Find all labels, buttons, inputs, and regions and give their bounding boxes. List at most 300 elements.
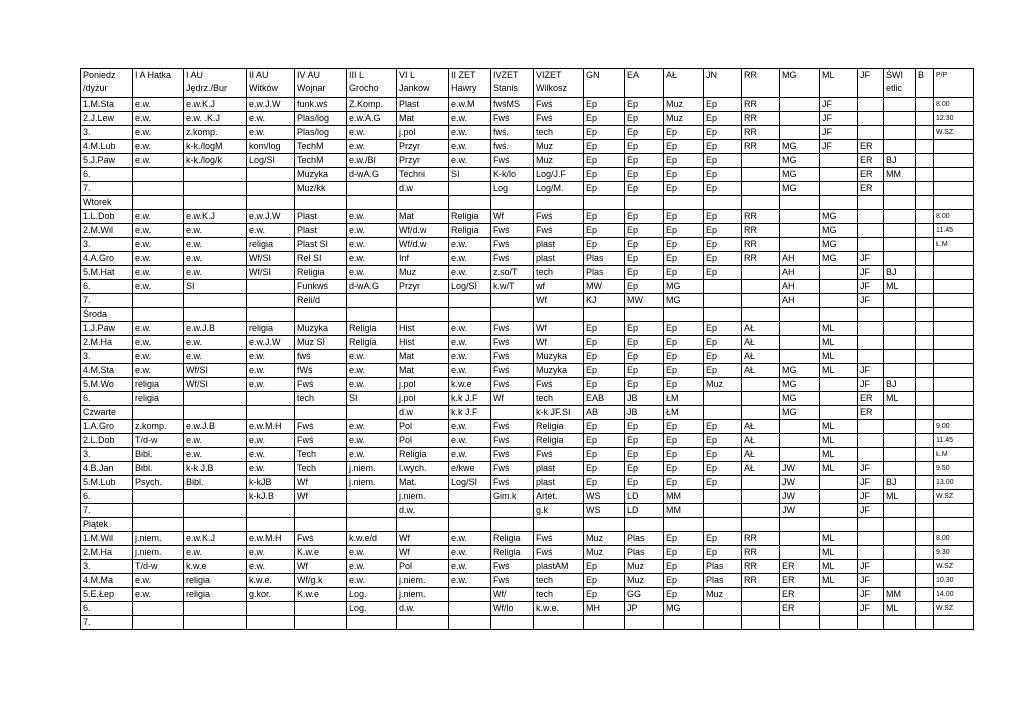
table-cell (916, 560, 934, 574)
table-cell: JF (858, 602, 884, 616)
table-cell: AŁ (742, 462, 780, 476)
table-cell: Plas (584, 266, 625, 280)
table-cell (780, 434, 820, 448)
table-cell: MG (780, 406, 820, 420)
table-cell: ŁM (664, 406, 704, 420)
table-cell: Religia (295, 266, 347, 280)
table-cell (184, 616, 247, 630)
table-cell: j.niem. (397, 588, 449, 602)
table-cell (584, 616, 625, 630)
table-cell: 14.00 (934, 588, 974, 602)
table-cell (704, 518, 742, 532)
table-cell: Ep (584, 224, 625, 238)
table-cell: Fwś (491, 462, 534, 476)
table-cell: Fwś (295, 420, 347, 434)
table-cell: MG (820, 238, 858, 252)
table-cell (916, 322, 934, 336)
table-cell: k.w.e/d (347, 532, 397, 546)
table-cell (820, 294, 858, 308)
table-row (81, 196, 974, 210)
table-cell: e.w. (133, 252, 184, 266)
table-cell: Ep (625, 252, 664, 266)
table-cell: e.w. (247, 350, 295, 364)
table-cell (347, 294, 397, 308)
table-cell: AH (780, 252, 820, 266)
table-cell (449, 602, 491, 616)
table-cell (916, 280, 934, 294)
table-cell: Ep (704, 350, 742, 364)
table-cell: d.w (397, 406, 449, 420)
table-cell (247, 294, 295, 308)
table-cell: Fwś (295, 378, 347, 392)
table-cell: Ep (625, 448, 664, 462)
table-cell: Fwś (534, 378, 584, 392)
table-cell: Ep (584, 112, 625, 126)
table-cell: Fwś (491, 322, 534, 336)
table-cell: Ep (664, 448, 704, 462)
table-cell: ML (884, 602, 916, 616)
table-cell: Wf/d.w (397, 238, 449, 252)
table-cell (916, 434, 934, 448)
header-cell: P/P (934, 69, 974, 98)
table-row (81, 560, 974, 574)
table-cell: plast (534, 252, 584, 266)
table-cell: ER (858, 168, 884, 182)
table-cell (347, 406, 397, 420)
table-cell: Religia (347, 336, 397, 350)
table-row (81, 322, 974, 336)
table-cell: Fwś (491, 364, 534, 378)
table-cell: Ep (664, 336, 704, 350)
table-cell (884, 616, 916, 630)
table-cell (916, 210, 934, 224)
header-cell: ML (820, 69, 858, 98)
table-cell (934, 378, 974, 392)
table-cell: e.w. (133, 588, 184, 602)
table-cell: KJ (584, 294, 625, 308)
table-cell: Ep (664, 546, 704, 560)
table-cell (449, 294, 491, 308)
table-cell: Fwś (534, 112, 584, 126)
table-cell: JF (858, 574, 884, 588)
table-cell (664, 308, 704, 322)
table-row (81, 616, 974, 630)
table-cell: Ep (625, 364, 664, 378)
table-cell: Fwś (491, 238, 534, 252)
header-cell: B (916, 69, 934, 98)
table-cell: Wf/SI (184, 378, 247, 392)
table-cell: MM (664, 490, 704, 504)
table-cell: ML (820, 322, 858, 336)
table-cell (916, 518, 934, 532)
table-cell: 11.45 (934, 434, 974, 448)
table-cell: Muzyka (534, 350, 584, 364)
table-cell (884, 112, 916, 126)
table-cell: K-k/lo (491, 168, 534, 182)
table-cell: 3. (81, 350, 133, 364)
table-cell (780, 308, 820, 322)
table-cell: MG (780, 364, 820, 378)
table-cell (858, 546, 884, 560)
table-cell: Ep (584, 476, 625, 490)
table-cell: ML (884, 392, 916, 406)
table-cell: e.w. (184, 434, 247, 448)
table-cell: Ep (704, 434, 742, 448)
table-cell (491, 308, 534, 322)
table-cell: Fwś (491, 420, 534, 434)
table-cell: Ep (664, 252, 704, 266)
table-cell: e.w. (133, 154, 184, 168)
table-cell: MG (664, 602, 704, 616)
table-row (81, 294, 974, 308)
table-cell (916, 378, 934, 392)
table-cell: 8.00 (934, 98, 974, 112)
table-cell (742, 182, 780, 196)
table-cell: JW (780, 462, 820, 476)
table-cell (884, 224, 916, 238)
table-cell: Przyr (397, 280, 449, 294)
table-cell: e.w.J.W (247, 336, 295, 350)
table-cell (934, 266, 974, 280)
table-cell: k-kJB (247, 476, 295, 490)
table-cell: Plas (704, 560, 742, 574)
table-cell (742, 196, 780, 210)
table-cell (934, 154, 974, 168)
table-cell (704, 392, 742, 406)
table-cell: 7. (81, 616, 133, 630)
table-cell: Ep (625, 322, 664, 336)
table-cell: K.w.e (295, 588, 347, 602)
table-cell: e.w. (347, 266, 397, 280)
table-cell: e.w. (133, 350, 184, 364)
table-cell: fwś. (491, 140, 534, 154)
table-cell (934, 364, 974, 378)
table-cell: Wf (534, 336, 584, 350)
table-cell: Ep (704, 322, 742, 336)
table-cell: Psych. (133, 476, 184, 490)
table-cell: Muz (664, 112, 704, 126)
table-cell (347, 616, 397, 630)
table-cell (704, 602, 742, 616)
table-cell: AŁ (742, 434, 780, 448)
table-cell: Muzyka (534, 364, 584, 378)
table-cell: e.w. (133, 98, 184, 112)
table-cell: Fwś (491, 434, 534, 448)
table-cell (133, 182, 184, 196)
table-cell (184, 168, 247, 182)
table-cell (247, 168, 295, 182)
table-cell (742, 266, 780, 280)
table-cell (347, 504, 397, 518)
table-cell (916, 392, 934, 406)
table-cell: ML (820, 560, 858, 574)
table-cell: j.niem. (347, 462, 397, 476)
table-cell (347, 518, 397, 532)
table-cell (916, 588, 934, 602)
table-cell: Ep (584, 574, 625, 588)
table-cell: ER (858, 406, 884, 420)
table-cell: Ep (625, 266, 664, 280)
table-cell: e.w. (184, 224, 247, 238)
table-cell: e.w. (449, 238, 491, 252)
table-cell (491, 616, 534, 630)
table-cell: Pol (397, 560, 449, 574)
table-cell: Wf (295, 490, 347, 504)
table-cell (858, 112, 884, 126)
table-cell: e.w. (184, 336, 247, 350)
table-cell (884, 364, 916, 378)
table-cell: JF (858, 588, 884, 602)
table-cell (347, 196, 397, 210)
table-cell: 4.A.Gro (81, 252, 133, 266)
table-cell: Wf/ (491, 588, 534, 602)
table-cell (780, 420, 820, 434)
table-cell: Ep (584, 588, 625, 602)
table-cell: ML (820, 546, 858, 560)
table-cell: Wf (397, 546, 449, 560)
table-cell: Ep (704, 252, 742, 266)
table-cell: Wf/SI (184, 364, 247, 378)
table-cell (625, 196, 664, 210)
table-cell (916, 406, 934, 420)
table-cell: Fwś (491, 252, 534, 266)
table-cell (742, 504, 780, 518)
table-cell: Log. (347, 588, 397, 602)
table-cell (184, 504, 247, 518)
table-cell: e.w. (184, 350, 247, 364)
table-cell (934, 140, 974, 154)
table-row (81, 224, 974, 238)
table-cell (397, 196, 449, 210)
table-cell (397, 616, 449, 630)
table-cell: Ep (584, 126, 625, 140)
table-cell: MG (820, 252, 858, 266)
table-cell (884, 448, 916, 462)
table-cell: Ep (625, 350, 664, 364)
table-cell: e.w. (133, 280, 184, 294)
table-cell (491, 406, 534, 420)
table-cell: Plas (584, 252, 625, 266)
table-cell (742, 518, 780, 532)
table-cell: 5.M.Hat (81, 266, 133, 280)
table-cell (295, 602, 347, 616)
table-cell (858, 238, 884, 252)
table-cell (916, 308, 934, 322)
table-cell: ER (858, 154, 884, 168)
table-cell: e.w. (449, 364, 491, 378)
table-cell: Ep (664, 462, 704, 476)
table-row (81, 280, 974, 294)
table-cell: 4.M.Sta (81, 364, 133, 378)
table-cell: ER (780, 602, 820, 616)
table-cell: Ep (584, 210, 625, 224)
table-cell: Ep (664, 266, 704, 280)
table-cell: JF (858, 252, 884, 266)
table-cell: Fwś (534, 448, 584, 462)
table-cell: ER (858, 182, 884, 196)
table-cell: e.w. (347, 210, 397, 224)
table-cell (934, 350, 974, 364)
table-cell: JF (858, 364, 884, 378)
table-cell (534, 518, 584, 532)
table-cell (858, 434, 884, 448)
table-cell: Fwś (534, 210, 584, 224)
table-cell: 1.J.Paw (81, 322, 133, 336)
table-cell: Religia (491, 532, 534, 546)
table-cell (884, 126, 916, 140)
table-cell: Fwś (491, 378, 534, 392)
table-cell: ML (820, 462, 858, 476)
table-cell: Ep (664, 532, 704, 546)
table-cell (295, 308, 347, 322)
table-cell: EAB (584, 392, 625, 406)
table-cell: e.w. (449, 546, 491, 560)
table-cell: religia (133, 392, 184, 406)
table-cell: RR (742, 252, 780, 266)
table-cell: Ep (664, 476, 704, 490)
table-cell: MG (780, 392, 820, 406)
table-cell: d.w. (397, 504, 449, 518)
table-cell: Bibl. (184, 476, 247, 490)
table-cell: e.w. (247, 224, 295, 238)
table-cell: Wf (295, 560, 347, 574)
table-cell: T/d-w (133, 434, 184, 448)
table-cell (884, 504, 916, 518)
table-cell: AH (780, 266, 820, 280)
table-row (81, 266, 974, 280)
table-cell: Plast (295, 210, 347, 224)
table-cell (934, 406, 974, 420)
table-cell: Plast SI (295, 238, 347, 252)
table-cell (934, 168, 974, 182)
table-cell (704, 490, 742, 504)
table-cell: Ep (664, 182, 704, 196)
table-cell: Log/M. (534, 182, 584, 196)
table-cell: Wf/d.w (397, 224, 449, 238)
table-cell (858, 210, 884, 224)
table-cell (780, 336, 820, 350)
header-cell: EA (625, 69, 664, 98)
table-cell: Wf (491, 210, 534, 224)
table-cell: RR (742, 224, 780, 238)
table-cell: AŁ (742, 364, 780, 378)
table-cell: e.w. (449, 434, 491, 448)
table-cell (858, 308, 884, 322)
table-cell: Ep (584, 322, 625, 336)
table-cell: Bibl. (133, 462, 184, 476)
header-cell: I A Hatka (133, 69, 184, 98)
table-cell (449, 504, 491, 518)
table-cell (780, 518, 820, 532)
table-cell: MG (780, 168, 820, 182)
table-cell: Ep (704, 266, 742, 280)
table-cell: e.w. (347, 252, 397, 266)
table-cell: Ep (664, 588, 704, 602)
table-cell: JF (858, 462, 884, 476)
table-cell: 6. (81, 280, 133, 294)
table-cell (884, 196, 916, 210)
table-cell: 3. (81, 448, 133, 462)
table-cell: Tech (295, 448, 347, 462)
table-cell: Ł.M (934, 448, 974, 462)
table-cell: ER (858, 140, 884, 154)
table-row (81, 238, 974, 252)
table-cell (884, 322, 916, 336)
table-cell (934, 518, 974, 532)
table-cell: LD (625, 504, 664, 518)
table-cell: 13.00 (934, 476, 974, 490)
table-cell: Ep (625, 98, 664, 112)
table-cell: Ep (664, 140, 704, 154)
table-cell (133, 406, 184, 420)
table-cell: Środa (81, 308, 133, 322)
table-cell: j.niem. (397, 574, 449, 588)
table-cell (858, 322, 884, 336)
table-cell: Plas/log (295, 126, 347, 140)
table-cell (584, 308, 625, 322)
table-cell: AB (584, 406, 625, 420)
table-cell: Ep (704, 182, 742, 196)
table-cell: Ep (664, 154, 704, 168)
table-cell (916, 364, 934, 378)
table-cell: Ep (584, 378, 625, 392)
table-cell: e.w. (449, 322, 491, 336)
table-cell: 7. (81, 182, 133, 196)
table-cell: Mat (397, 210, 449, 224)
table-cell: e.w.J.W (247, 98, 295, 112)
table-cell: Wf/lo (491, 602, 534, 616)
table-cell: e.w. (133, 210, 184, 224)
table-cell (916, 448, 934, 462)
table-cell: e.w. (449, 420, 491, 434)
table-cell (184, 518, 247, 532)
table-cell (884, 406, 916, 420)
table-cell: Wtorek (81, 196, 133, 210)
table-cell (780, 616, 820, 630)
table-cell: MG (820, 224, 858, 238)
table-cell: Fwś (491, 112, 534, 126)
table-cell (934, 294, 974, 308)
table-cell (934, 392, 974, 406)
table-cell: Ep (704, 238, 742, 252)
table-cell: Ep (664, 378, 704, 392)
table-cell (934, 252, 974, 266)
table-cell: Muz (625, 574, 664, 588)
header-cell: MG (780, 69, 820, 98)
table-cell: d-wA.G (347, 168, 397, 182)
header-cell: AŁ (664, 69, 704, 98)
table-cell: Muzyka (295, 168, 347, 182)
table-cell (184, 182, 247, 196)
table-cell (704, 308, 742, 322)
table-cell: religia (184, 574, 247, 588)
table-cell (397, 294, 449, 308)
table-cell: ER (780, 560, 820, 574)
table-cell (780, 546, 820, 560)
table-row (81, 350, 974, 364)
table-row (81, 434, 974, 448)
table-cell (820, 182, 858, 196)
table-cell (916, 294, 934, 308)
table-cell: Wf (534, 322, 584, 336)
table-cell (133, 308, 184, 322)
table-cell (664, 616, 704, 630)
table-cell: j.niem. (133, 546, 184, 560)
table-cell (820, 280, 858, 294)
table-cell (247, 602, 295, 616)
table-cell: JW (780, 504, 820, 518)
table-cell: e.w. (449, 154, 491, 168)
